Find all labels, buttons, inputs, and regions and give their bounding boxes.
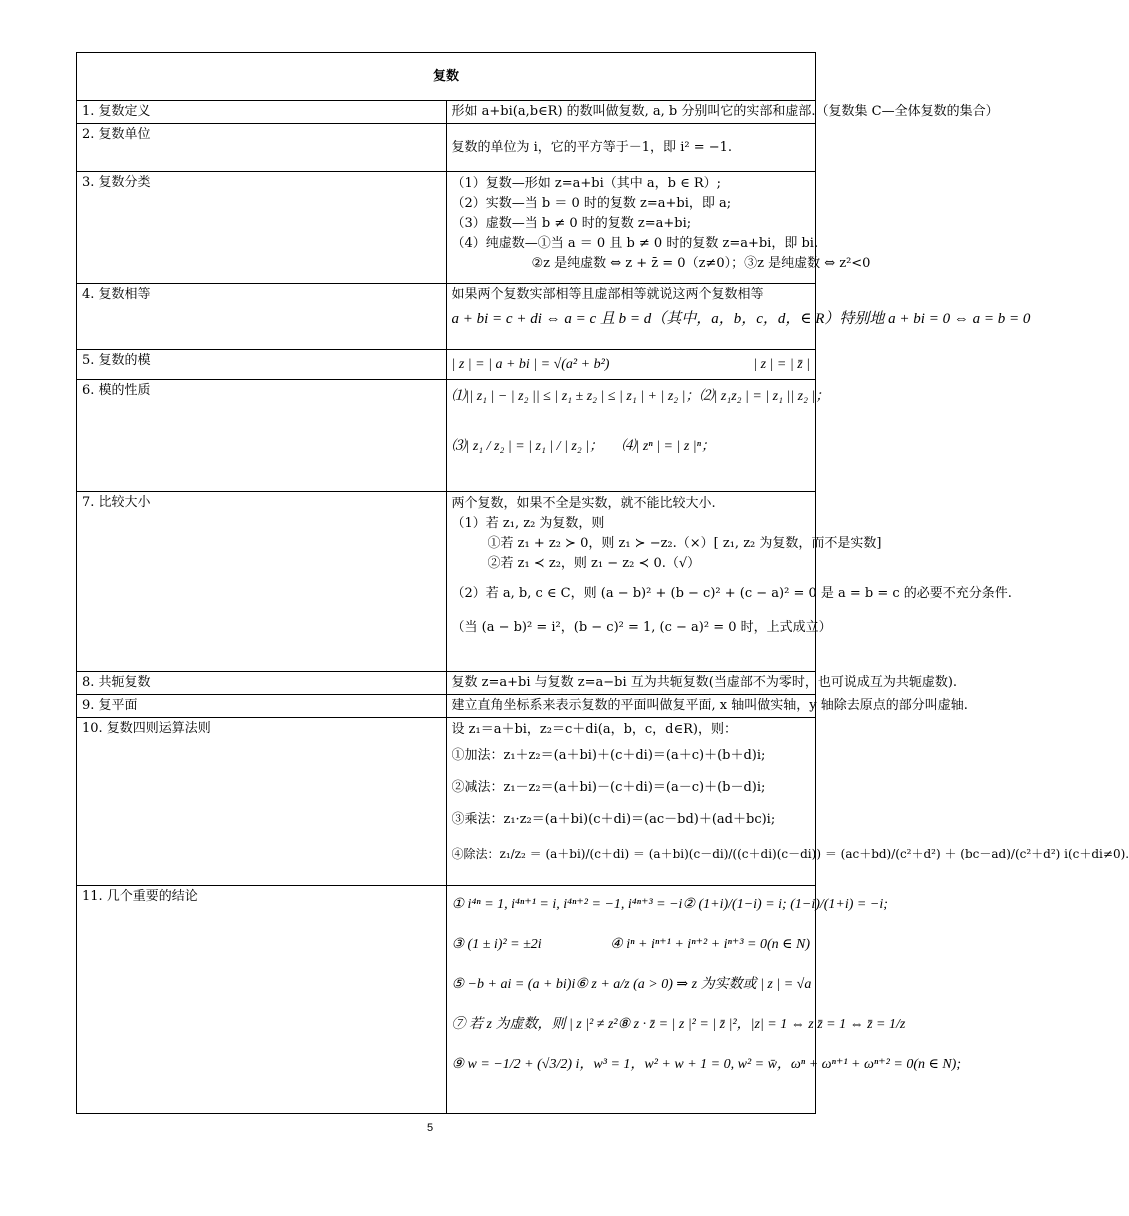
conclusion-3: ③ (1 ± i)² = ±2i: [451, 937, 542, 952]
class-line-2: （2）实数—当 b ＝ 0 时的复数 z=a+bi，即 a;: [451, 196, 732, 211]
row-content-arithmetic: [446, 718, 1129, 886]
unit-text: 复数的单位为 i，它的平方等于－1，即 i² = −1.: [451, 139, 733, 155]
row-content-classification: [446, 172, 871, 284]
class-line-5: ②z 是纯虚数 ⇔ z + z̄ = 0（z≠0）；③z 是纯虚数 ⇔ z²<0: [531, 256, 871, 271]
row-label-conjugate: 8. 共轭复数: [77, 672, 447, 695]
row-label-modulus-properties: 6. 模的性质: [77, 380, 447, 492]
page-title: 复数: [77, 53, 816, 101]
compare-line-5: （2）若 a, b, c ∈ C，则 (a − b)² + (b − c)² + (c − a)² = 0 是 a = b = c 的必要不充分条件.: [451, 586, 1012, 601]
row-content-definition: [446, 101, 999, 124]
row-label-equality: 4. 复数相等: [77, 284, 447, 350]
compare-line-3: ①若 z₁ + z₂ ≻ 0，则 z₁ ≻ −z₂.（×）[ z₁, z₂ 为复数，而不是实数]: [487, 536, 882, 551]
row-content-conclusions: [446, 886, 962, 1114]
page-number: 5: [426, 1122, 434, 1134]
conclusion-4: ④ iⁿ + iⁿ⁺¹ + iⁿ⁺² + iⁿ⁺³ = 0(n ∈ N): [610, 937, 810, 952]
class-line-4: （4）纯虚数—①当 a ＝ 0 且 b ≠ 0 时的复数 z=a+bi，即 bi.: [451, 236, 819, 251]
arith-setup: 设 z₁＝a＋bi，z₂＝c＋di(a，b，c，d∈R)，则：: [451, 722, 737, 737]
equality-formula: a + bi = c + di ⇔ a = c 且 b = d（其中，a，b，c，d，∈ R）特别地 a + bi = 0 ⇔ a = b = 0: [451, 311, 1031, 327]
compare-line-2: （1）若 z₁, z₂ 为复数，则: [451, 516, 605, 531]
complex-number-table: [76, 52, 1129, 1114]
row-content-unit: [446, 124, 816, 172]
modulus-prop-4: ⑷| zⁿ | = | z |ⁿ；: [621, 439, 716, 454]
arith-subtraction: ②减法：z₁－z₂＝(a＋bi)－(c＋di)＝(a－c)＋(b－d)i;: [451, 780, 766, 795]
row-label-arithmetic: 10. 复数四则运算法则: [77, 718, 447, 886]
modulus-conjugate: | z | = | z̄ |: [753, 356, 810, 372]
row-content-equality: [446, 284, 1031, 350]
equality-text: 如果两个复数实部相等且虚部相等就说这两个复数相等: [451, 287, 764, 302]
row-content-complex-plane: [446, 695, 968, 718]
row-label-definition: 1. 复数定义: [77, 101, 447, 124]
conclusion-8: ⑧ z · z̄ = | z |² = | z̄ |²，|z| = 1 ⇔ z z̄ = 1 ⇔ z̄ = 1/z: [617, 1017, 906, 1032]
conclusion-7: ⑦ 若 z 为虚数，则 | z |² ≠ z²: [451, 1017, 618, 1032]
complex-plane-text: 建立直角坐标系来表示复数的平面叫做复平面, x 轴叫做实轴，y 轴除去原点的部分叫虚轴.: [451, 698, 968, 713]
arith-multiplication: ③乘法：z₁·z₂＝(a＋bi)(c＋di)＝(ac－bd)＋(ad＋bc)i;: [451, 812, 776, 827]
row-label-modulus: 5. 复数的模: [77, 350, 447, 380]
class-line-3: （3）虚数—当 b ≠ 0 时的复数 z=a+bi;: [451, 216, 692, 231]
compare-line-1: 两个复数，如果不全是实数，就不能比较大小.: [451, 496, 716, 511]
row-content-modulus: [446, 350, 816, 380]
modulus-prop-2: ⑵| z₁z₂ | = | z₁ || z₂ |；: [699, 389, 830, 404]
arith-division: ④除法：z₁/z₂ ＝ (a＋bi)/(c＋di) ＝ (a＋bi)(c－di)/((c＋di)(c－di)) ＝ (ac＋bd)/(c²＋d²) ＋ (bc－ad)/(c²＋d²) i(c＋di≠0).: [451, 847, 1129, 861]
conclusion-1: ① i⁴ⁿ = 1, i⁴ⁿ⁺¹ = i, i⁴ⁿ⁺² = −1, i⁴ⁿ⁺³ = −i: [451, 897, 683, 912]
conclusion-2: ② (1+i)/(1−i) = i; (1−i)/(1+i) = −i;: [682, 897, 888, 912]
conjugate-text: 复数 z=a+bi 与复数 z=a−bi 互为共轭复数(当虚部不为零时，也可说成互为共轭虚数).: [451, 675, 958, 690]
modulus-prop-1: ⑴|| z₁ | − | z₂ || ≤ | z₁ ± z₂ | ≤ | z₁ | + | z₂ |；: [451, 389, 700, 404]
modulus-formula: | z | = | a + bi | = √(a² + b²): [451, 356, 610, 372]
row-label-complex-plane: 9. 复平面: [77, 695, 447, 718]
row-content-conjugate: [446, 672, 958, 695]
row-label-classification: 3. 复数分类: [77, 172, 447, 284]
definition-text: 形如 a+bi(a,b∈R) 的数叫做复数, a, b 分别叫它的实部和虚部.（复数集 C—全体复数的集合）: [451, 104, 999, 119]
conclusion-5: ⑤ −b + ai = (a + bi)i: [451, 977, 576, 992]
row-label-unit: 2. 复数单位: [77, 124, 447, 172]
compare-line-6: （当 (a − b)² = i²，(b − c)² = 1, (c − a)² = 0 时，上式成立）: [451, 620, 832, 635]
row-label-comparison: 7. 比较大小: [77, 492, 447, 672]
row-content-modulus-properties: [446, 380, 830, 492]
modulus-prop-3: ⑶| z₁ / z₂ | = | z₁ | / | z₂ |；: [451, 439, 604, 454]
row-content-comparison: [446, 492, 1012, 672]
conclusion-6: ⑥ z + a/z (a > 0) ⇒ z 为实数或 | z | = √a: [575, 977, 812, 992]
conclusion-9: ⑨ w = −1/2 + (√3/2) i，w³ = 1，w² + w + 1 = 0, w² = w̄，ωⁿ + ωⁿ⁺¹ + ωⁿ⁺² = 0(n ∈ N);: [451, 1057, 962, 1072]
compare-line-4: ②若 z₁ ≺ z₂，则 z₁ − z₂ ≺ 0.（√）: [487, 556, 701, 571]
arith-addition: ①加法：z₁＋z₂＝(a＋bi)＋(c＋di)＝(a＋c)＋(b＋d)i;: [451, 748, 766, 763]
row-label-conclusions: 11. 几个重要的结论: [77, 886, 447, 1114]
class-line-1: （1）复数—形如 z=a+bi（其中 a，b ∈ R）;: [451, 176, 722, 191]
